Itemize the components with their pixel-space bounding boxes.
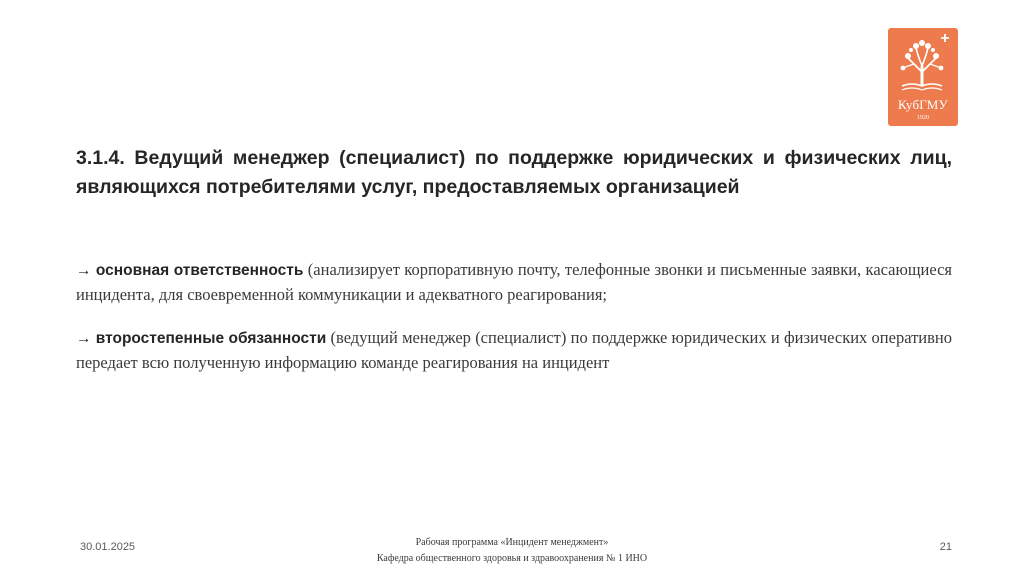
list-item-secondary-duties [76, 326, 952, 375]
item-lead: второстепенные обязанности [95, 330, 327, 347]
footer-department: Кафедра общественного здоровья и здравоохранения № 1 ИНО [376, 553, 648, 564]
item-text: (анализирует корпоративную почту, телефонные звонки и письменные заявки, касающиеся инцидента, для своевременной коммуникации и адекватного реагирования; [76, 260, 953, 304]
section-heading: 3.1.4. Ведущий менеджер (специалист) по поддержке юридических и физических лиц, являющихся потребителями услуг, предоставляемых организацией [76, 147, 952, 198]
footer-program: Рабочая программа «Инцидент менеджмент» [415, 537, 609, 548]
kubgmu-logo [888, 28, 958, 126]
logo-name: КубГМУ [898, 97, 948, 112]
item-lead: основная ответственность [95, 262, 304, 279]
bullet-arrow: → [76, 262, 92, 279]
footer-date: 30.01.2025 [80, 541, 136, 553]
logo-year: 1920 [917, 115, 929, 121]
bullet-arrow: → [76, 330, 92, 347]
page-number: 21 [939, 541, 952, 553]
tree-book-icon [888, 28, 958, 98]
item-text: (ведущий менеджер (специалист) по поддержке юридических и физических оперативно передает всю полученную информацию команде реагирования на инцидент [76, 328, 953, 372]
footer-center [300, 535, 724, 567]
list-item-primary-responsibility [76, 258, 952, 307]
